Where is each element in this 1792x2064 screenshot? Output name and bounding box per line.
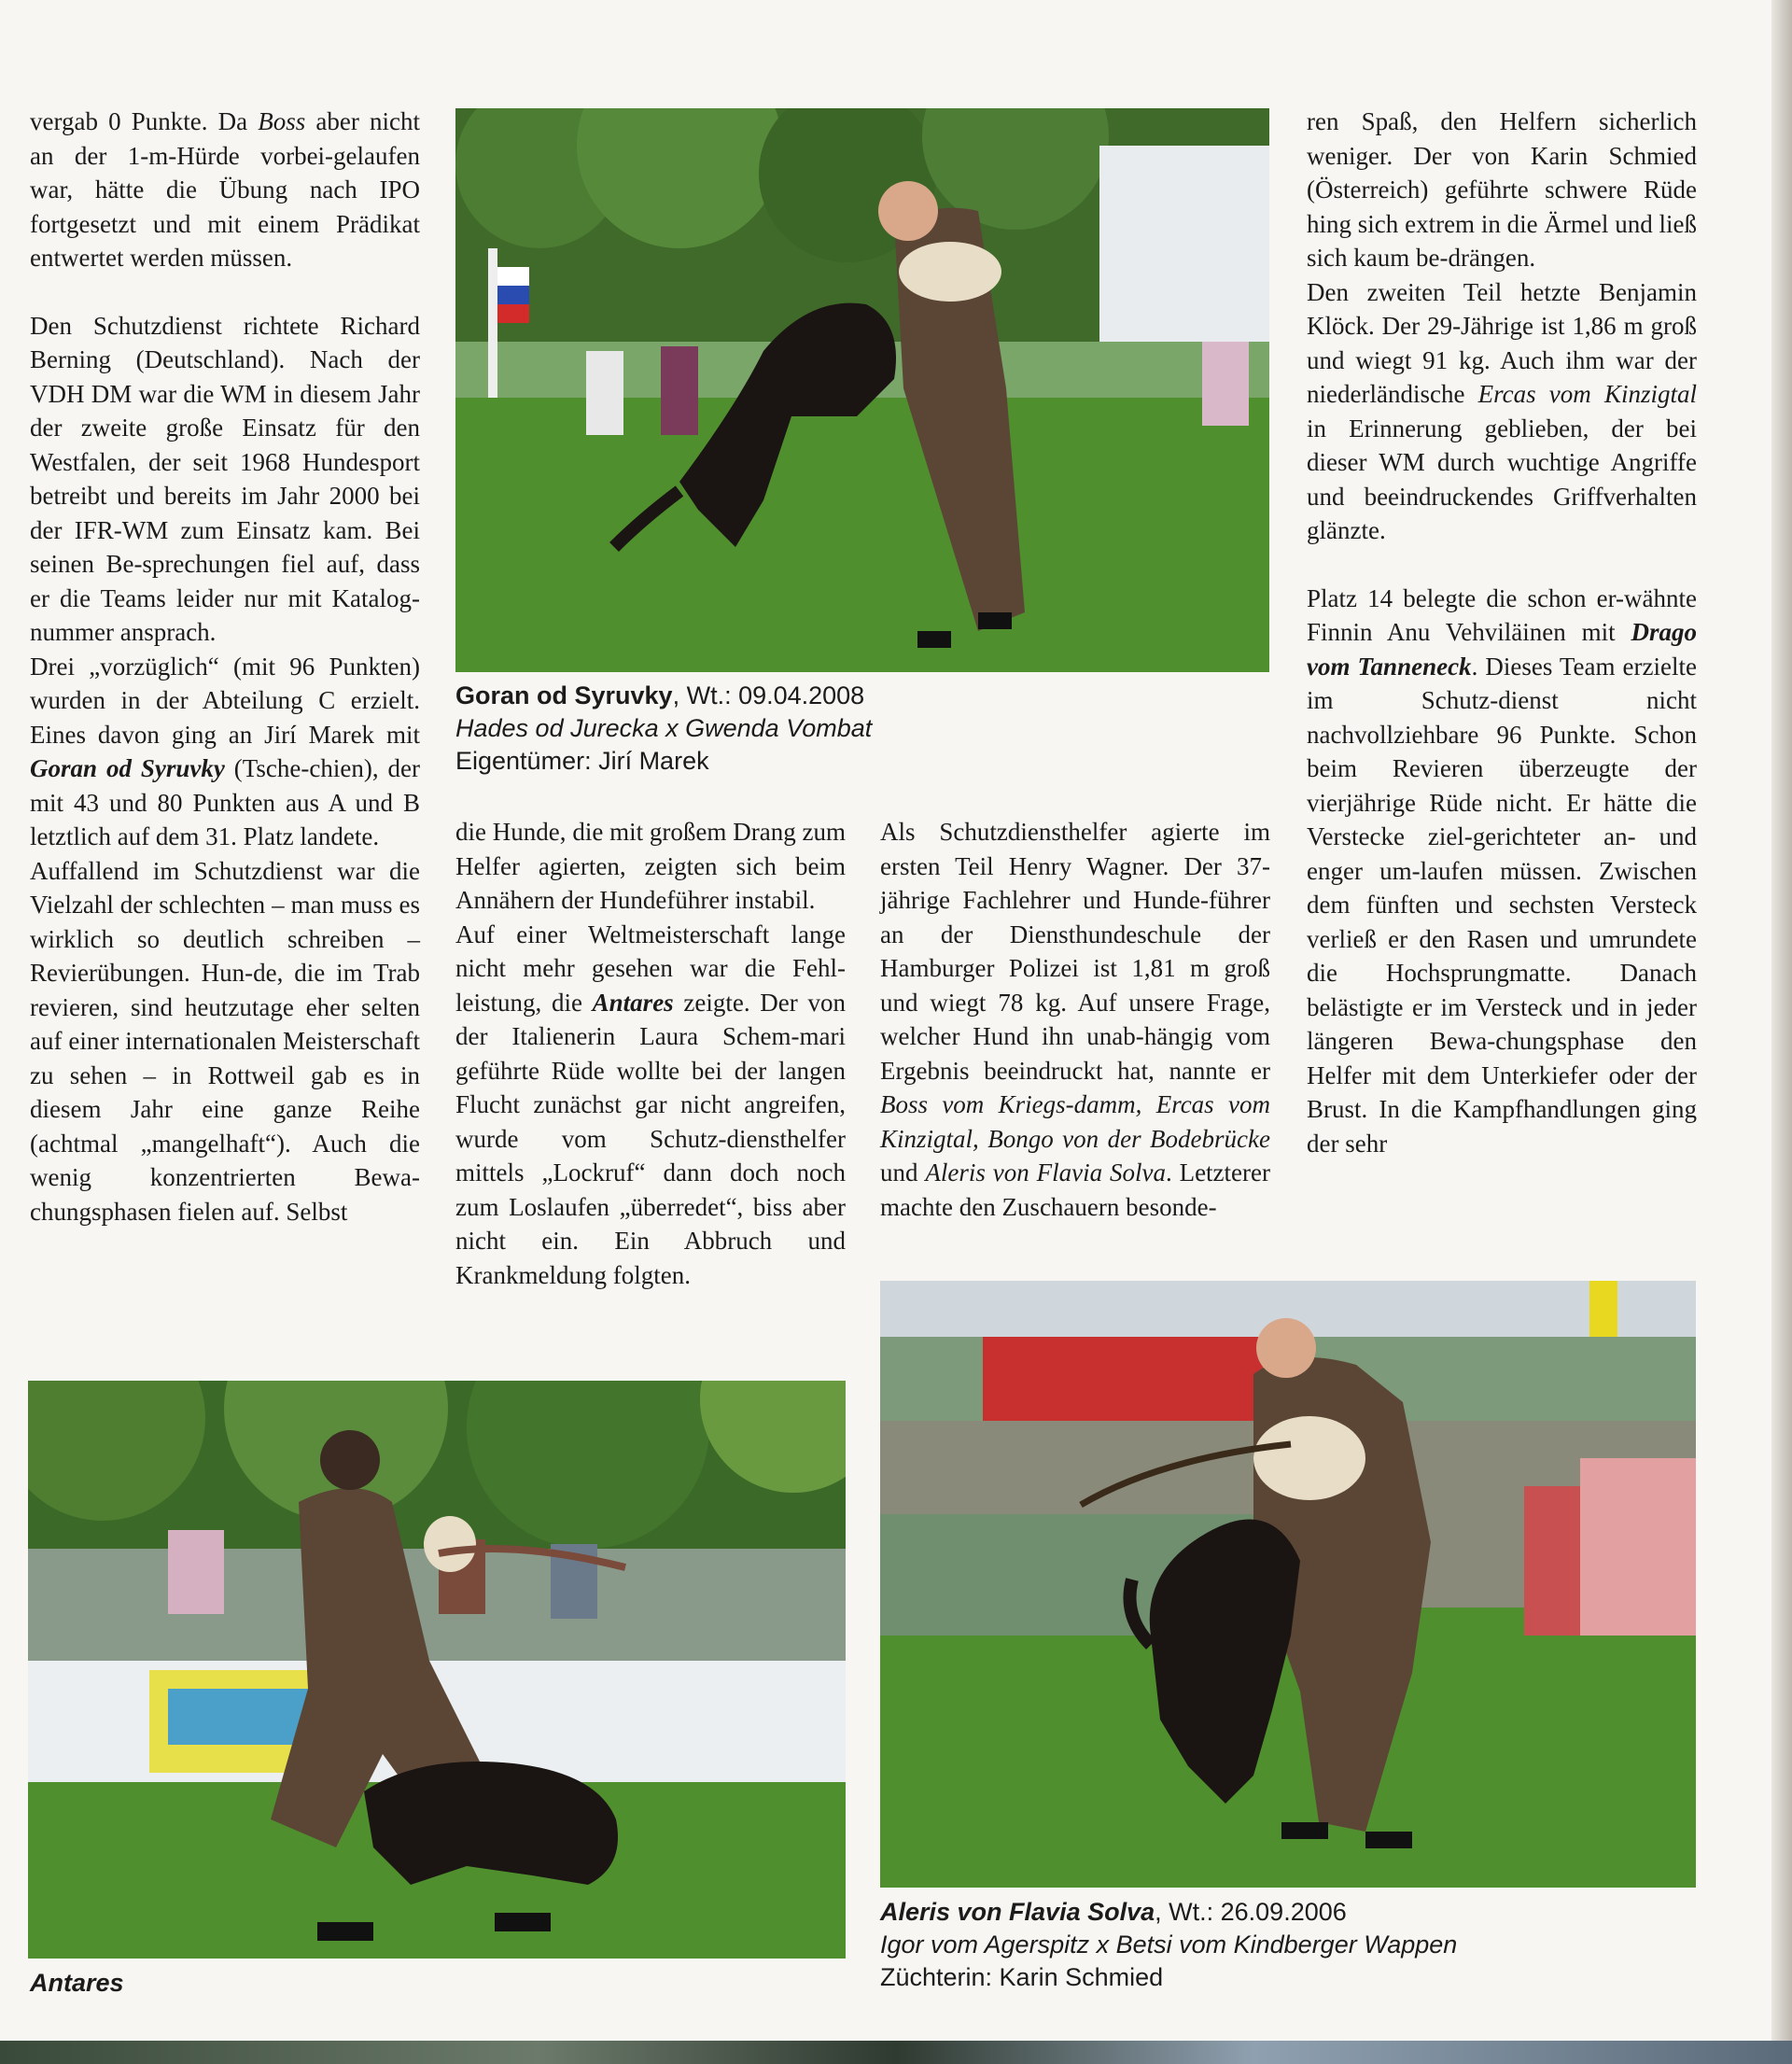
caption-antares: Antares (30, 1969, 124, 1997)
text-column-1 (30, 105, 420, 1229)
photo-aleris-von-flavia-solva (880, 1281, 1696, 1888)
caption-goran: Goran od Syruvky, Wt.: 09.04.2008 Hades od Jurecka x Gwenda Vombat Eigentümer: Jirí Marek (455, 681, 873, 775)
paragraph: Platz 14 belegte die schon er-wähnte Finnin Anu Vehviläinen mit Drago vom Tanneneck. Dieses Team erzielte im Schutz-dienst nicht nachvollziehbare 96 Punkte. Schon beim Revieren überzeugte der vierjährige Rüde nicht. Er hätte die Verstecke ziel-gerichteter an- und enger um-laufen müssen. Zwischen dem fünften und sechsten Versteck verließ er den Rasen und umrundete die Hochsprungmatte. Danach belästigte er im Versteck und in jeder längeren Bewa-chungsphase den Helfer mit dem Unterkiefer oder der Brust. In die Kampfhandlungen ging der sehr (1307, 583, 1697, 1158)
next-page-edge (0, 2041, 1792, 2064)
paragraph: die Hunde, die mit großem Drang zum Helfer agierten, zeigten sich beim Annähern der Hundeführer instabil. (455, 818, 846, 914)
paragraph: vergab 0 Punkte. Da Boss aber nicht an der 1-m-Hürde vorbei-gelaufen war, hätte die Übung nach IPO fortgesetzt und mit einem Prädikat entwertet werden müssen. (30, 107, 420, 272)
page-spine-shadow (1771, 0, 1792, 2064)
paragraph: Als Schutzdiensthelfer agierte im ersten Teil Henry Wagner. Der 37-jährige Fachlehrer und Hunde-führer an der Diensthundeschule der Hamburger Polizei ist 1,81 m groß und wiegt 78 kg. Auf unsere Frage, welcher Hund ihn unab-hängig vom Ergebnis beeindruckt hat, nannte er Boss vom Kriegs-damm, Ercas vom Kinzigtal, Bongo von der Bodebrücke und Aleris von Flavia Solva. Letzterer machte den Zuschauern besonde- (880, 818, 1270, 1221)
caption-aleris: Aleris von Flavia Solva, Wt.: 26.09.2006 Igor vom Agerspitz x Betsi vom Kindberger Wappen Züchterin: Karin Schmied (880, 1898, 1458, 1991)
text-column-2 (455, 815, 846, 1292)
text-column-3 (880, 815, 1270, 1224)
paragraph: Den Schutzdienst richtete Richard Berning (Deutschland). Nach der VDH DM war die WM in diesem Jahr der zweite große Einsatz für den Westfalen, der seit 1968 Hundesport betreibt und bereits im Jahr 2000 bei der IFR-WM zum Einsatz kam. Bei seinen Be-sprechungen fiel auf, dass er die Teams leider nur mit Katalog-nummer ansprach. (30, 311, 420, 646)
photo-antares (28, 1381, 846, 1959)
paragraph: Drei „vorzüglich“ (mit 96 Punkten) wurden in der Abteilung C erzielt. Eines davon ging an Jirí Marek mit Goran od Syruvky (Tsche-chien), der mit 43 und 80 Punkten aus A und B letztlich auf dem 31. Platz landete. (30, 652, 420, 850)
paragraph: ren Spaß, den Helfern sicherlich weniger. Der von Karin Schmied (Österreich) geführte schwere Rüde hing sich extrem in die Ärmel und ließ sich kaum be-drängen. (1307, 107, 1697, 272)
paragraph: Den zweiten Teil hetzte Benjamin Klöck. Der 29-Jährige ist 1,86 m groß und wiegt 91 kg. Auch ihm war der niederländische Ercas vom Kinzigtal in Erinnerung geblieben, der bei dieser WM durch wuchtige Angriffe und beeindruckendes Griffverhalten glänzte. (1307, 277, 1697, 544)
paragraph: Auffallend im Schutzdienst war die Vielzahl der schlechten – man muss es wirklich so deutlich schreiben – Revierübungen. Hun-de, die im Trab revieren, sind heutzutage eher selten auf einer internationalen Meisterschaft zu sehen – in Rottweil gab es in diesem Jahr eine ganze Reihe (achtmal „mangelhaft“). Auch die wenig konzentrierten Bewa-chungsphasen fielen auf. Selbst (30, 856, 420, 1226)
text-column-4 (1307, 105, 1697, 1160)
paragraph: Auf einer Weltmeisterschaft lange nicht mehr gesehen war die Fehl-leistung, die Antares zeigte. Der von der Italienerin Laura Schem-mari geführte Rüde wollte bei der langen Flucht zunächst gar nicht angreifen, wurde vom Schutz-diensthelfer mittels „Lockruf“ dann doch noch zum Loslaufen „überredet“, biss aber nicht ein. Ein Abbruch und Krankmeldung folgten. (455, 920, 846, 1289)
photo-goran-od-syruvky (455, 108, 1269, 672)
